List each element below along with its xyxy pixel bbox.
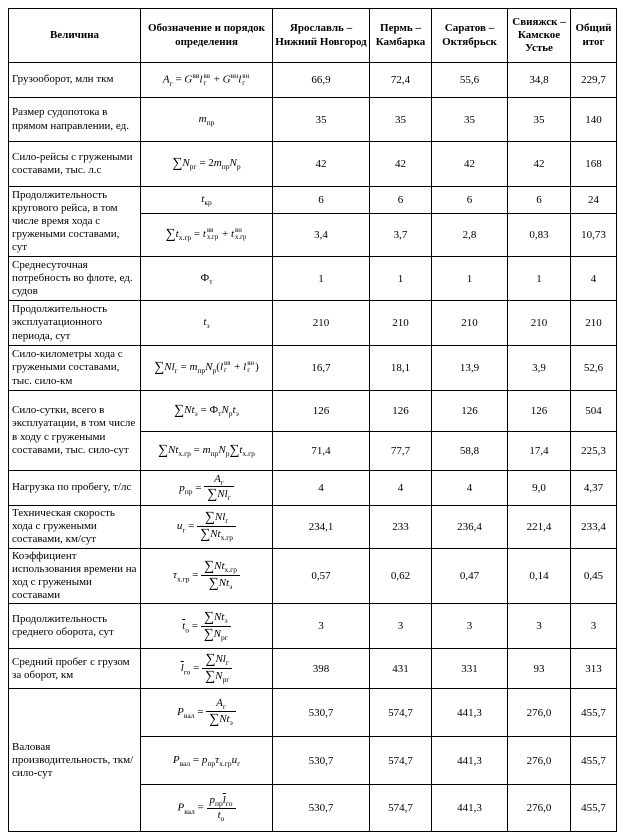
value-cell: 574,7 [370, 785, 432, 832]
value-cell: 431 [370, 649, 432, 689]
value-cell: 3,7 [370, 214, 432, 257]
table-row [9, 391, 617, 432]
value-cell: 0,57 [273, 548, 370, 604]
value-cell: 229,7 [571, 63, 617, 98]
value-cell: 313 [571, 649, 617, 689]
value-cell: 35 [432, 98, 508, 142]
performance-table [8, 8, 617, 832]
value-cell: 16,7 [273, 346, 370, 391]
value-cell: 168 [571, 142, 617, 187]
value-cell: 210 [508, 301, 571, 346]
value-cell: 1 [508, 257, 571, 301]
value-cell: 126 [508, 391, 571, 432]
formula-cell: $\sum Nt_э = Ф_тN_рt_э$ [141, 391, 273, 432]
column-header-total: Общий итог [571, 9, 617, 63]
value-cell: 225,3 [571, 432, 617, 471]
value-cell: 1 [273, 257, 370, 301]
value-cell: 77,7 [370, 432, 432, 471]
table-row [9, 142, 617, 187]
value-cell: 126 [273, 391, 370, 432]
value-cell: 140 [571, 98, 617, 142]
value-cell: 9,0 [508, 471, 571, 506]
value-cell: 236,4 [432, 506, 508, 549]
value-cell: 331 [432, 649, 508, 689]
row-label: Продолжительность эксплуатационного периода, сут [9, 301, 141, 346]
formula-cell: $P_{вал}$ = $\frac{p_{пр}\overline{l}_{го}}{\overline{t}_о}$ [141, 785, 273, 832]
column-header-sviyazhsk: Свияжск – Камское Устье [508, 9, 571, 63]
value-cell: 455,7 [571, 689, 617, 737]
value-cell: 6 [432, 187, 508, 214]
value-cell: 6 [508, 187, 571, 214]
value-cell: 3 [370, 604, 432, 649]
value-cell: 42 [508, 142, 571, 187]
value-cell: 24 [571, 187, 617, 214]
row-label: Валовая производительность, ткм/сило-сут [9, 689, 141, 832]
column-header-velichina: Величина [9, 9, 141, 63]
value-cell: 93 [508, 649, 571, 689]
value-cell: 3 [432, 604, 508, 649]
value-cell: 530,7 [273, 785, 370, 832]
value-cell: 210 [370, 301, 432, 346]
row-label: Продолжительность кругового рейса, в том числе время хода с гружеными составами, сут [9, 187, 141, 257]
value-cell: 126 [432, 391, 508, 432]
value-cell: 4 [370, 471, 432, 506]
table-row [9, 548, 617, 604]
value-cell: 34,8 [508, 63, 571, 98]
value-cell: 276,0 [508, 689, 571, 737]
value-cell: 441,3 [432, 785, 508, 832]
row-label: Нагрузка по пробегу, т/лс [9, 471, 141, 506]
row-label: Сило-рейсы с гружеными составами, тыс. л.с [9, 142, 141, 187]
header-row [9, 9, 617, 63]
value-cell: 42 [432, 142, 508, 187]
value-cell: 455,7 [571, 737, 617, 785]
value-cell: 17,4 [508, 432, 571, 471]
value-cell: 276,0 [508, 785, 571, 832]
value-cell: 71,4 [273, 432, 370, 471]
table-row [9, 689, 617, 737]
table-row [9, 98, 617, 142]
value-cell: 1 [370, 257, 432, 301]
value-cell: 233,4 [571, 506, 617, 549]
formula-cell: $A_г = G^{вв}l$ вв г + $G^{вн}l$ вн г [141, 63, 273, 98]
value-cell: 3 [508, 604, 571, 649]
value-cell: 66,9 [273, 63, 370, 98]
formula-cell: $\tau_{х.гр}$ = $\frac{\sum Nt_{х.гр}}{\sum Nt_э}$ [141, 548, 273, 604]
formula-cell: $t_э$ [141, 301, 273, 346]
value-cell: 42 [273, 142, 370, 187]
row-label: Сило-сутки, всего в эксплуатации, в том числе в ходу с гружеными составами, тыс. сило-сут [9, 391, 141, 471]
column-header-oboznachenie: Обозначение и порядок определения [141, 9, 273, 63]
table-row [9, 506, 617, 549]
row-label: Сило-километры хода с гружеными составами, тыс. сило-км [9, 346, 141, 391]
table-row [9, 63, 617, 98]
table-row [9, 346, 617, 391]
formula-cell: $\overline{l}_{го}$ = $\frac{\sum Nl_г}{\sum N_{рг}}$ [141, 649, 273, 689]
value-cell: 233 [370, 506, 432, 549]
value-cell: 234,1 [273, 506, 370, 549]
value-cell: 574,7 [370, 737, 432, 785]
value-cell: 52,6 [571, 346, 617, 391]
value-cell: 126 [370, 391, 432, 432]
formula-cell: $m_{пр}$ [141, 98, 273, 142]
value-cell: 3 [571, 604, 617, 649]
value-cell: 210 [571, 301, 617, 346]
value-cell: 574,7 [370, 689, 432, 737]
value-cell: 6 [370, 187, 432, 214]
value-cell: 2,8 [432, 214, 508, 257]
value-cell: 0,14 [508, 548, 571, 604]
formula-cell: $\sum N_{рг} = 2m_{пр}N_р$ [141, 142, 273, 187]
value-cell: 35 [508, 98, 571, 142]
table-row [9, 471, 617, 506]
value-cell: 1 [432, 257, 508, 301]
value-cell: 3,9 [508, 346, 571, 391]
table-row [9, 301, 617, 346]
value-cell: 530,7 [273, 689, 370, 737]
value-cell: 3 [273, 604, 370, 649]
value-cell: 276,0 [508, 737, 571, 785]
value-cell: 441,3 [432, 689, 508, 737]
value-cell: 4,37 [571, 471, 617, 506]
value-cell: 58,8 [432, 432, 508, 471]
value-cell: 4 [432, 471, 508, 506]
value-cell: 72,4 [370, 63, 432, 98]
formula-cell: $\sum Nl_г = m_{пр}N_р(l$ вв г + l вн г ) [141, 346, 273, 391]
column-header-saratov: Саратов – Октябрьск [432, 9, 508, 63]
row-label: Продолжительность среднего оборота, сут [9, 604, 141, 649]
value-cell: 3,4 [273, 214, 370, 257]
value-cell: 441,3 [432, 737, 508, 785]
value-cell: 0,62 [370, 548, 432, 604]
row-label: Техническая скорость хода с гружеными составами, км/сут [9, 506, 141, 549]
value-cell: 530,7 [273, 737, 370, 785]
value-cell: 455,7 [571, 785, 617, 832]
column-header-perm: Пермь – Камбарка [370, 9, 432, 63]
value-cell: 221,4 [508, 506, 571, 549]
value-cell: 18,1 [370, 346, 432, 391]
column-header-yaroslavl: Ярославль – Нижний Новгород [273, 9, 370, 63]
table-row [9, 187, 617, 214]
formula-cell: $\sum Nt_{х.гр} = m_{пр}N_р\sum t_{х.гр}$ [141, 432, 273, 471]
value-cell: 55,6 [432, 63, 508, 98]
value-cell: 13,9 [432, 346, 508, 391]
table-row [9, 604, 617, 649]
table-row [9, 649, 617, 689]
row-label: Размер судопотока в прямом направлении, ед. [9, 98, 141, 142]
row-label: Средний пробег с грузом за оборот, км [9, 649, 141, 689]
value-cell: 210 [432, 301, 508, 346]
row-label: Грузооборот, млн ткм [9, 63, 141, 98]
value-cell: 0,83 [508, 214, 571, 257]
value-cell: 0,47 [432, 548, 508, 604]
formula-cell: $p_{пр}$ = $\frac{A_г}{\sum Nl_г}$ [141, 471, 273, 506]
value-cell: 210 [273, 301, 370, 346]
formula-cell: $u_г$ = $\frac{\sum Nl_г}{\sum Nt_{х.гр}}$ [141, 506, 273, 549]
table-row [9, 257, 617, 301]
value-cell: 10,73 [571, 214, 617, 257]
formula-cell: $\overline{t}_о$ = $\frac{\sum Nt_э}{\sum N_{рг}}$ [141, 604, 273, 649]
value-cell: 42 [370, 142, 432, 187]
value-cell: 4 [273, 471, 370, 506]
value-cell: 398 [273, 649, 370, 689]
value-cell: 504 [571, 391, 617, 432]
value-cell: 0,45 [571, 548, 617, 604]
formula-cell: $P_{вал}$ = $\frac{A_г}{\sum Nt_э}$ [141, 689, 273, 737]
formula-cell: $\sum t_{х.гр} = t$ вв х.гр + t вн х.гр [141, 214, 273, 257]
formula-cell: $t_{кр}$ [141, 187, 273, 214]
value-cell: 4 [571, 257, 617, 301]
value-cell: 35 [370, 98, 432, 142]
formula-cell: $P_{вал} = p_{пр}\tau_{х.гр}u_г$ [141, 737, 273, 785]
value-cell: 35 [273, 98, 370, 142]
row-label: Коэффициент использования времени на ход с гружеными составами [9, 548, 141, 604]
formula-cell: $Ф_т$ [141, 257, 273, 301]
value-cell: 6 [273, 187, 370, 214]
row-label: Среднесуточная потребность во флоте, ед. судов [9, 257, 141, 301]
